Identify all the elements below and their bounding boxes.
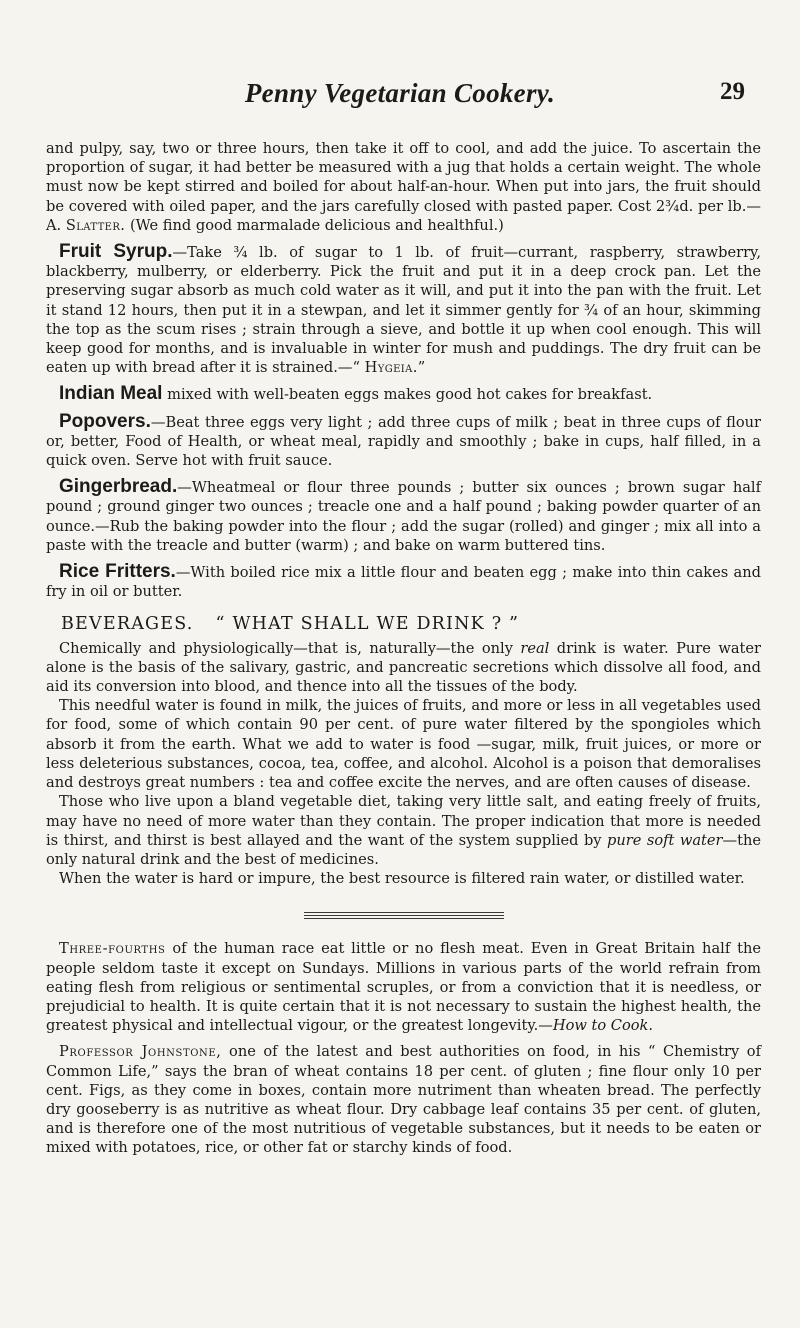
recipe-indian-meal: Indian Meal mixed with well-beaten eggs makes good hot cakes for breakfast. — [59, 383, 653, 405]
recipe-title: Gingerbread. — [59, 476, 178, 498]
beverages-paragraph-1: Chemically and physiologically—that is, naturally—the only real drink is water. Pure water alone is the basis of the salivary, gastric, and pancreatic secretions which dissolve all food, and aid its conversion into blood, and thence into all the tissues of the body. — [46, 639, 761, 696]
beverages-paragraph-3: Those who live upon a bland vegetable diet, taking very little salt, and eating freely of fruits, may have no need of more water than they contain. The proper indication that more is needed is thirst, and thirst is best allayed and the want of the system supplied by pure soft water—the only natural drink and the best of medicines. — [46, 793, 761, 868]
page-number: 29 — [720, 78, 745, 105]
lead-words: Three-fourths — [59, 940, 166, 958]
recipe-popovers: Popovers.—Beat three eggs very light ; add three cups of milk ; beat in three cups of flour or, better, Food of Health, or wheat meal, rapidly and smoothly ; bake in cups, half filled, in a quick oven. Serve hot with fruit sauce. — [46, 410, 761, 470]
recipe-title: Rice Fritters. — [59, 561, 176, 583]
page-body — [46, 139, 761, 1158]
paragraph-johnstone: Professor Johnstone, one of the latest and best authorities on food, in his “ Chemistry of Common Life,” says the bran of wheat contains 18 per cent. of gluten ; fine flour only 10 per cent. Figs, as they come in boxes, contain more nutriment than wheaten bread. The perfectly dry gooseberry is as nutritive as wheat flour. Dry cabbage leaf contains 35 per cent. of gluten, and is therefore one of the most nutritious of vegetable substances, but it needs to be eaten or mixed with potatoes, rice, or other fat or starchy kinds of food. — [46, 1043, 761, 1157]
page-header — [0, 78, 800, 118]
recipe-title: Indian Meal — [59, 383, 163, 405]
section-divider — [304, 912, 504, 919]
source-citation: How to Cook. — [552, 1017, 654, 1035]
beverages-paragraph-2: This needful water is found in milk, the juices of fruits, and more or less in all vegetables used for food, some of which contain 90 per cent. of pure water filtered by the spongioles which absorb it from the earth. What we add to water is food —sugar, milk, fruit juices, or more or less deleterious substances, cocoa, tea, coffee, and alcohol. Alcohol is a poison that demoralises and destroys great numbers : tea and coffee excite the nerves, and are often causes of disease. — [46, 697, 761, 792]
paragraph-flesh-meat: Three-fourths of the human race eat little or no flesh meat. Even in Great Britain half the people seldom taste it except on Sundays. Millions in various parts of the world refrain from eating flesh from religious or sentimental scruples, or from a conviction that it is needless, or prejudicial to health. It is quite certain that it is not necessary to sustain the highest health, the greatest physical and intellectual vigour, or the greatest longevity.—How to Cook. — [46, 940, 761, 1035]
recipe-author: Slatter. — [65, 216, 126, 234]
marmalade-continuation: and pulpy, say, two or three hours, then take it off to cool, and add the juice. To ascertain the proportion of sugar, it had better be measured with a jug that holds a certain weight. The whole must now be kept stirred and boiled for about half-an-hour. When put into jars, the fruit should be covered with oiled paper, and the jars carefully closed with pasted paper. Cost 2¾d. per lb.—A. Slatter. (We find good marmalade delicious and healthful.) — [46, 140, 761, 234]
lead-words: Professor Johnstone, — [59, 1043, 222, 1061]
beverages-paragraph-4: When the water is hard or impure, the best resource is filtered rain water, or distilled water. — [59, 870, 745, 888]
recipe-source: Hygeia. — [364, 359, 418, 377]
recipe-title: Fruit Syrup. — [59, 241, 173, 263]
recipe-gingerbread: Gingerbread.—Wheatmeal or flour three pounds ; butter six ounces ; brown sugar half pound ; ground ginger two ounces ; treacle one and a half pound ; baking powder quarter of an ounce.—Rub the baking powder into the flour ; add the sugar (rolled) and ginger ; mix all into a paste with the treacle and butter (warm) ; and bake on warm buttered tins. — [46, 476, 761, 554]
recipe-title: Popovers. — [59, 410, 151, 432]
recipe-rice-fritters: Rice Fritters.—With boiled rice mix a little flour and beaten egg ; make into thin cakes and fry in oil or butter. — [46, 561, 761, 601]
running-title: Penny Vegetarian Cookery. — [244, 78, 556, 108]
recipe-fruit-syrup: Fruit Syrup.—Take ¾ lb. of sugar to 1 lb. of fruit—currant, raspberry, strawberry, blackberry, mulberry, or elderberry. Pick the fruit and put it in a deep crock pan. Let the preserving sugar absorb as much cold water as it will, and put it into the pan with the fruit. Let it stand 12 hours, then put it in a stewpan, and let it simmer gently for ¾ of an hour, skimming the top as the scum rises ; strain through a sieve, and bottle it up when cool enough. This will keep good for months, and is invaluable in winter for mush and puddings. The dry fruit can be eaten up with bread after it is strained.—“ Hygeia.” — [46, 241, 761, 377]
section-heading-beverages: BEVERAGES. “ WHAT SHALL WE DRINK ? ” — [61, 614, 520, 635]
section-subheading: “ WHAT SHALL WE DRINK ? ” — [215, 614, 520, 635]
